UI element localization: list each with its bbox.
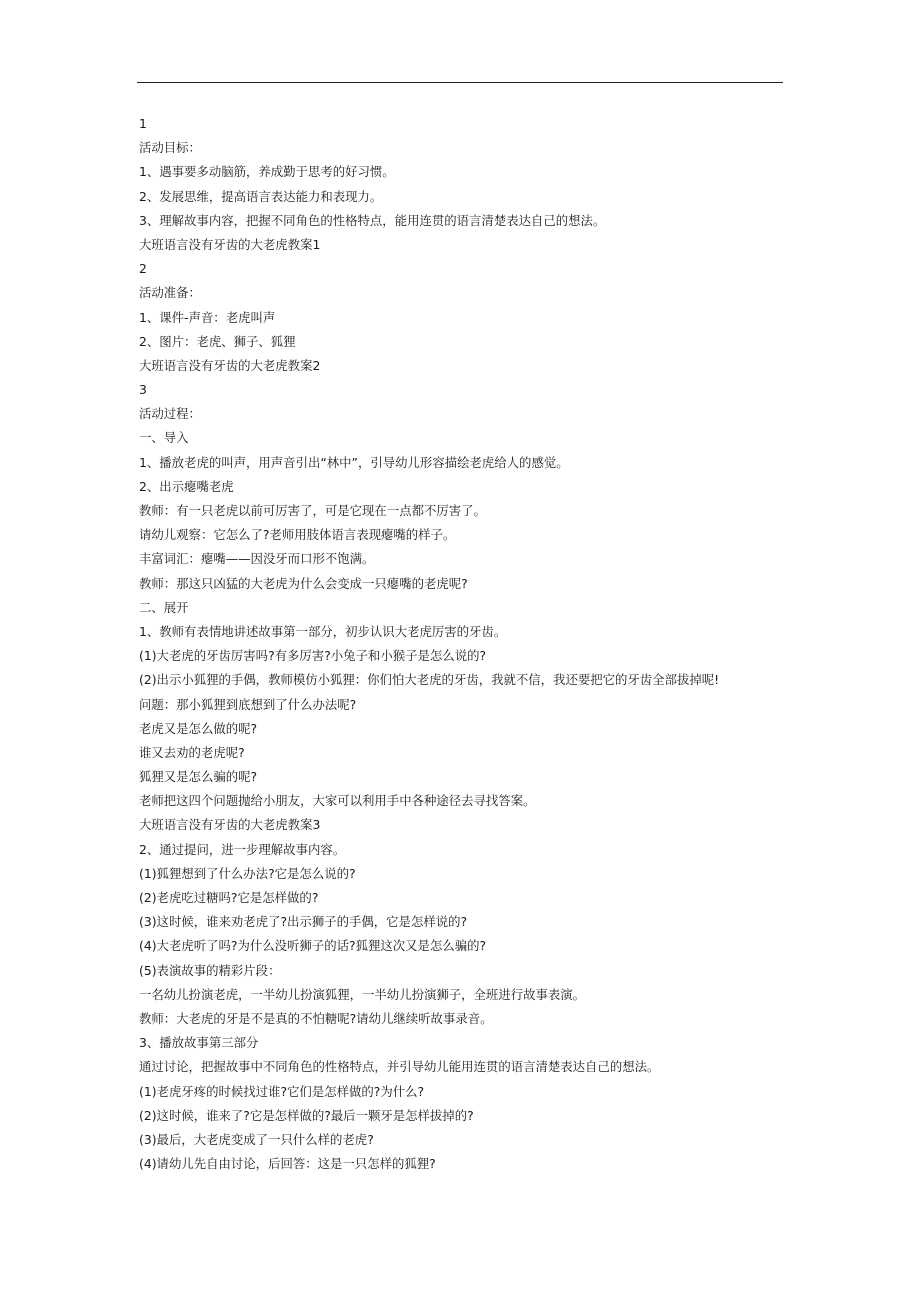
text-line: 通过讨论，把握故事中不同角色的性格特点，并引导幼儿能用连贯的语言清楚表达自己的想法。 [139, 1059, 660, 1075]
text-line: 一、导入 [139, 430, 189, 446]
text-line: 2、出示瘪嘴老虎 [139, 478, 234, 494]
text-line: 二、展开 [139, 599, 189, 615]
text-line: (1)狐狸想到了什么办法?它是怎么说的? [139, 865, 356, 881]
text-line: 2、通过提问，进一步理解故事内容。 [139, 841, 346, 857]
text-line: 3、播放故事第三部分 [139, 1035, 259, 1051]
header-rule [137, 82, 783, 83]
text-line: 老师把这四个问题抛给小朋友，大家可以利用手中各种途径去寻找答案。 [139, 793, 536, 809]
text-line: 活动过程： [139, 406, 201, 422]
text-line: 狐狸又是怎么骗的呢? [139, 769, 258, 785]
text-line: 2 [139, 261, 147, 277]
text-line: 1、教师有表情地讲述故事第一部分，初步认识大老虎厉害的牙齿。 [139, 623, 507, 639]
text-line: (3)最后，大老虎变成了一只什么样的老虎? [139, 1131, 374, 1147]
text-line: 请幼儿观察：它怎么了?老师用肢体语言表现瘪嘴的样子。 [139, 527, 456, 543]
text-line: 丰富词汇：瘪嘴——因没牙而口形不饱满。 [139, 551, 375, 567]
document-body [139, 112, 779, 1176]
text-line: 1 [139, 116, 147, 131]
text-line: (5)表演故事的精彩片段： [139, 962, 281, 978]
text-line: 一名幼儿扮演老虎，一半幼儿扮演狐狸，一半幼儿扮演狮子，全班进行故事表演。 [139, 986, 586, 1002]
text-line: 大班语言没有牙齿的大老虎教案1 [139, 236, 321, 252]
text-line: 活动准备： [139, 285, 201, 301]
text-line: 活动目标： [139, 140, 201, 156]
text-line: 大班语言没有牙齿的大老虎教案3 [139, 817, 321, 833]
text-line: 1、播放老虎的叫声，用声音引出“林中”，引导幼儿形容描绘老虎给人的感觉。 [139, 454, 569, 470]
text-line: 老虎又是怎么做的呢? [139, 720, 258, 736]
text-line: 大班语言没有牙齿的大老虎教案2 [139, 357, 321, 373]
text-line: 教师：那这只凶猛的大老虎为什么会变成一只瘪嘴的老虎呢? [139, 575, 468, 591]
text-line: (4)大老虎听了吗?为什么没听狮子的话?狐狸这次又是怎么骗的? [139, 938, 487, 954]
text-line: 2、图片：老虎、狮子、狐狸 [139, 333, 296, 349]
text-line: 3 [139, 382, 147, 398]
text-line: (1)大老虎的牙齿厉害吗?有多厉害?小兔子和小猴子是怎么说的? [139, 648, 487, 664]
text-line: 2、发展思维，提高语言表达能力和表现力。 [139, 188, 383, 204]
text-line: (4)请幼儿先自由讨论，后回答：这是一只怎样的狐狸? [139, 1156, 436, 1172]
text-line: 教师：大老虎的牙是不是真的不怕糖呢?请幼儿继续听故事录音。 [139, 1010, 493, 1026]
text-line: (2)出示小狐狸的手偶，教师模仿小狐狸：你们怕大老虎的牙齿，我就不信，我还要把它的牙齿全部拔掉呢! [139, 672, 720, 688]
text-line: 问题：那小狐狸到底想到了什么办法呢? [139, 696, 357, 712]
text-line: 谁又去劝的老虎呢? [139, 744, 245, 760]
text-line: (2)老虎吃过糖吗?它是怎样做的? [139, 890, 319, 905]
text-line: 1、遇事要多动脑筋，养成勤于思考的好习惯。 [139, 164, 395, 180]
text-line: 教师：有一只老虎以前可厉害了，可是它现在一点都不厉害了。 [139, 503, 486, 518]
text-line: 1、课件-声音：老虎叫声 [139, 309, 276, 325]
text-line: 3、理解故事内容，把握不同角色的性格特点，能用连贯的语言清楚表达自己的想法。 [139, 212, 606, 228]
text-line: (3)这时候，谁来劝老虎了?出示狮子的手偶，它是怎样说的? [139, 914, 468, 930]
text-line: (2)这时候，谁来了?它是怎样做的?最后一颗牙是怎样拔掉的? [139, 1107, 474, 1123]
text-line: (1)老虎牙疼的时候找过谁?它们是怎样做的?为什么? [139, 1083, 425, 1099]
